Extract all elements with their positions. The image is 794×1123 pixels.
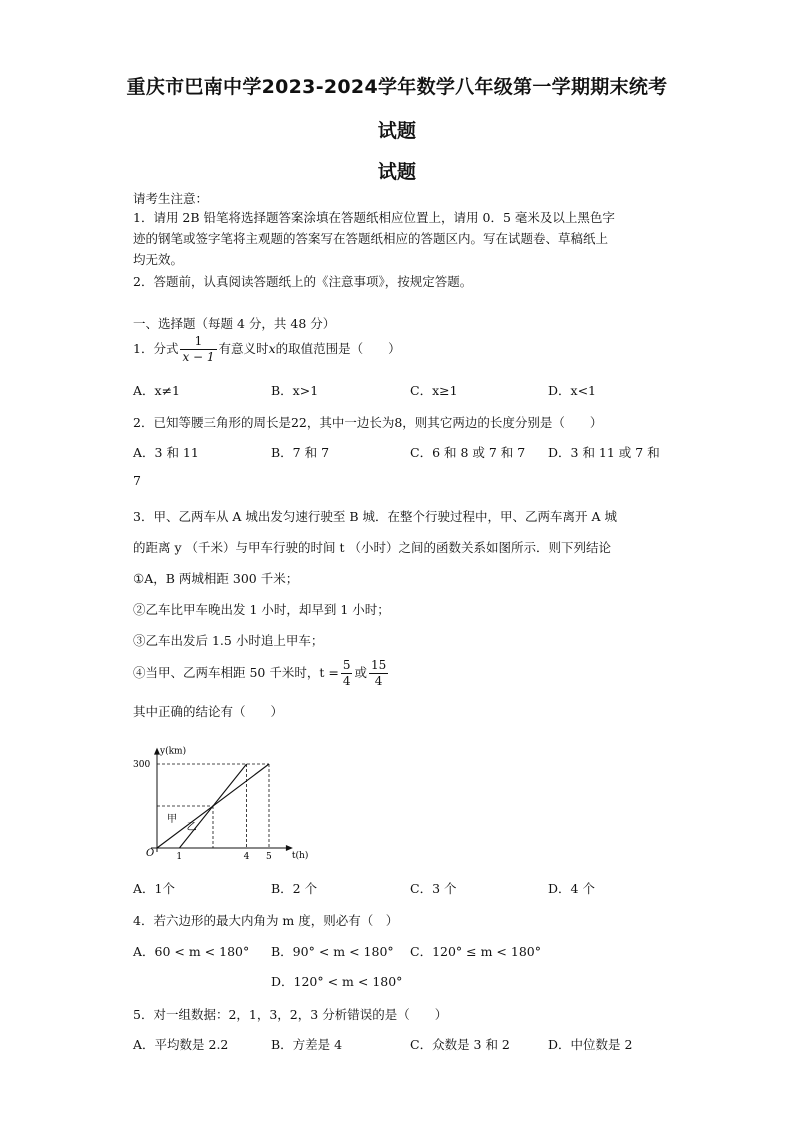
x-axis-label: t(h) — [291, 851, 309, 860]
q1-option-b: B．x>1 — [271, 383, 319, 398]
q1-frac-den: x − 1 — [182, 350, 215, 364]
q3-frac-2 — [369, 658, 388, 689]
q3-statement-2: ②乙车比甲车晚出发 1 小时，却早到 1 小时； — [133, 602, 390, 617]
question-5: 5．对一组数据：2，1，3，2，3 分析错误的是（ ） — [133, 1007, 448, 1022]
q1-frac-num: 1 — [180, 334, 216, 350]
q2-option-a: A．3 和 11 — [133, 445, 199, 460]
q3-frac-1-num: 5 — [342, 658, 351, 672]
q2-option-b: B．7 和 7 — [271, 445, 330, 460]
q2-option-c: C．6 和 8 或 7 和 7 — [410, 445, 526, 460]
page-subtitle-2: 试题 — [377, 161, 417, 183]
q3-frac-2-num: 15 — [370, 658, 387, 672]
series-label-yi: 乙 — [186, 822, 197, 833]
q5-option-a: A．平均数是 2.2 — [133, 1037, 229, 1052]
q1-option-a: A．x≠1 — [133, 383, 181, 398]
q1-fraction — [180, 334, 216, 365]
q1-var: x — [268, 341, 276, 356]
x-tick-label: 4 — [243, 852, 250, 860]
q1-option-c: C．x≥1 — [410, 383, 458, 398]
series-label-jia: 甲 — [167, 814, 177, 825]
q3-option-d: D．4 个 — [548, 881, 595, 896]
q3-option-b: B．2 个 — [271, 881, 318, 896]
q3-frac-1-den: 4 — [342, 674, 351, 688]
q3-frac-2-den: 4 — [374, 674, 383, 688]
notes-heading: 请考生注意： — [133, 191, 209, 206]
q4-option-d: D．120° < m < 180° — [271, 974, 403, 989]
q3-ask: 其中正确的结论有（ ） — [133, 704, 284, 719]
question-3-line1: 3．甲、乙两车从 A 城出发匀速行驶至 B 城．在整个行驶过程中，甲、乙两车离开 A 城 — [133, 509, 618, 524]
q1-option-d: D．x<1 — [548, 383, 596, 398]
q3-s4-or: 或 — [354, 665, 367, 680]
q1-mid: 有意义时 — [218, 341, 269, 356]
q3-option-c: C．3 个 — [410, 881, 457, 896]
q5-option-d: D．中位数是 2 — [548, 1037, 633, 1052]
q2-option-d: D．3 和 11 或 7 和 — [548, 445, 660, 460]
question-4: 4．若六边形的最大内角为 m 度，则必有（ ） — [133, 913, 399, 928]
q4-option-c: C．120° ≤ m < 180° — [410, 944, 541, 959]
q3-s4-prefix: ④当甲、乙两车相距 50 千米时，t = — [133, 665, 339, 680]
distance-time-chart — [130, 730, 310, 860]
y-tick-label: 300 — [133, 760, 151, 770]
question-1 — [133, 334, 401, 365]
q3-statement-3: ③乙车出发后 1.5 小时追上甲车； — [133, 633, 324, 648]
x-tick-label: 1 — [176, 852, 183, 860]
question-3-line2: 的距离 y （千米）与甲车行驶的时间 t （小时）之间的函数关系如图所示．则下列结论 — [133, 540, 611, 555]
q5-option-c: C．众数是 3 和 2 — [410, 1037, 510, 1052]
q3-statement-4 — [133, 658, 390, 689]
x-tick-label: 5 — [266, 852, 272, 860]
q3-frac-1 — [341, 658, 353, 689]
section-heading: 一、选择题（每题 4 分，共 48 分） — [133, 316, 336, 331]
q3-statement-1: ①A，B 两城相距 300 千米； — [133, 571, 299, 586]
question-2: 2．已知等腰三角形的周长是22，其中一边长为8，则其它两边的长度分别是（ ） — [133, 415, 603, 430]
q1-prefix: 1．分式 — [133, 341, 179, 356]
page-subtitle: 试题 — [377, 120, 417, 142]
q3-option-a: A．1个 — [133, 881, 175, 896]
q4-option-a: A．60 < m < 180° — [133, 944, 250, 959]
q1-suffix: 的取值范围是（ ） — [275, 341, 401, 356]
q4-option-b: B．90° < m < 180° — [271, 944, 394, 959]
q5-option-b: B．方差是 4 — [271, 1037, 343, 1052]
page-title: 重庆市巴南中学2023-2024学年数学八年级第一学期期末统考 — [126, 76, 668, 98]
origin-label: O — [146, 848, 155, 859]
note-1a: 1．请用 2B 铅笔将选择题答案涂填在答题纸相应位置上，请用 0．5 毫米及以上黑色字 — [133, 210, 615, 225]
q2-option-d-wrap: 7 — [133, 473, 141, 488]
y-axis-label: y(km) — [160, 746, 187, 757]
note-1c: 均无效。 — [133, 252, 184, 267]
note-1b: 迹的钢笔或签字笔将主观题的答案写在答题纸相应的答题区内。写在试题卷、草稿纸上 — [133, 231, 609, 246]
note-2: 2．答题前，认真阅读答题纸上的《注意事项》，按规定答题。 — [133, 274, 473, 289]
